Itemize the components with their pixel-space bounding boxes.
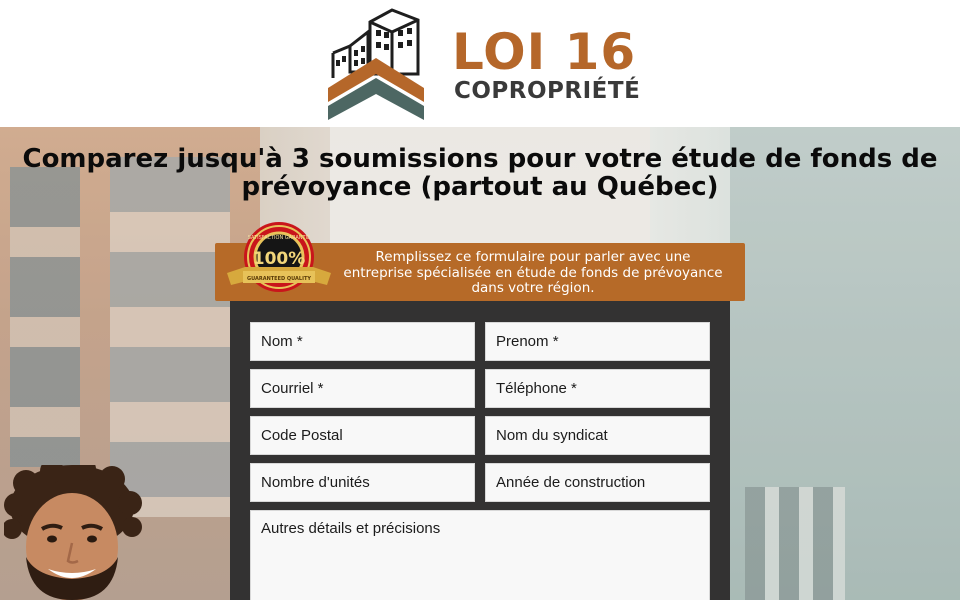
banner-text: Remplissez ce formulaire pour parler avec une entreprise spécialisée en étude de fonds de prévoyance dans votre région. [343, 249, 723, 296]
page-headline: Comparez jusqu'à 3 soumissions pour votre étude de fonds de prévoyance (partout au Québec) [22, 144, 938, 202]
prenom-input[interactable] [485, 322, 710, 361]
annee-construction-input[interactable] [485, 463, 710, 502]
hero-section [0, 127, 960, 600]
brand-logo[interactable] [328, 8, 641, 120]
badge-top-text: SATISFACTION GARANTIE [247, 235, 311, 241]
code-postal-input[interactable] [250, 416, 475, 455]
form-banner [215, 235, 745, 301]
site-header [0, 0, 960, 127]
badge-value: 100% [252, 249, 306, 269]
details-textarea[interactable] [250, 510, 710, 600]
logo-subtitle: COPROPRIÉTÉ [454, 78, 641, 104]
badge-ribbon-text: GUARANTEED QUALITY [246, 276, 312, 282]
unites-input[interactable] [250, 463, 475, 502]
telephone-input[interactable] [485, 369, 710, 408]
building-roof-logo-icon [328, 8, 428, 120]
nom-input[interactable] [250, 322, 475, 361]
smiling-man-photo [4, 465, 144, 600]
logo-title: LOI 16 [452, 23, 637, 81]
quote-request-form [230, 301, 730, 600]
syndicat-input[interactable] [485, 416, 710, 455]
satisfaction-guarantee-badge-icon [227, 221, 331, 305]
courriel-input[interactable] [250, 369, 475, 408]
